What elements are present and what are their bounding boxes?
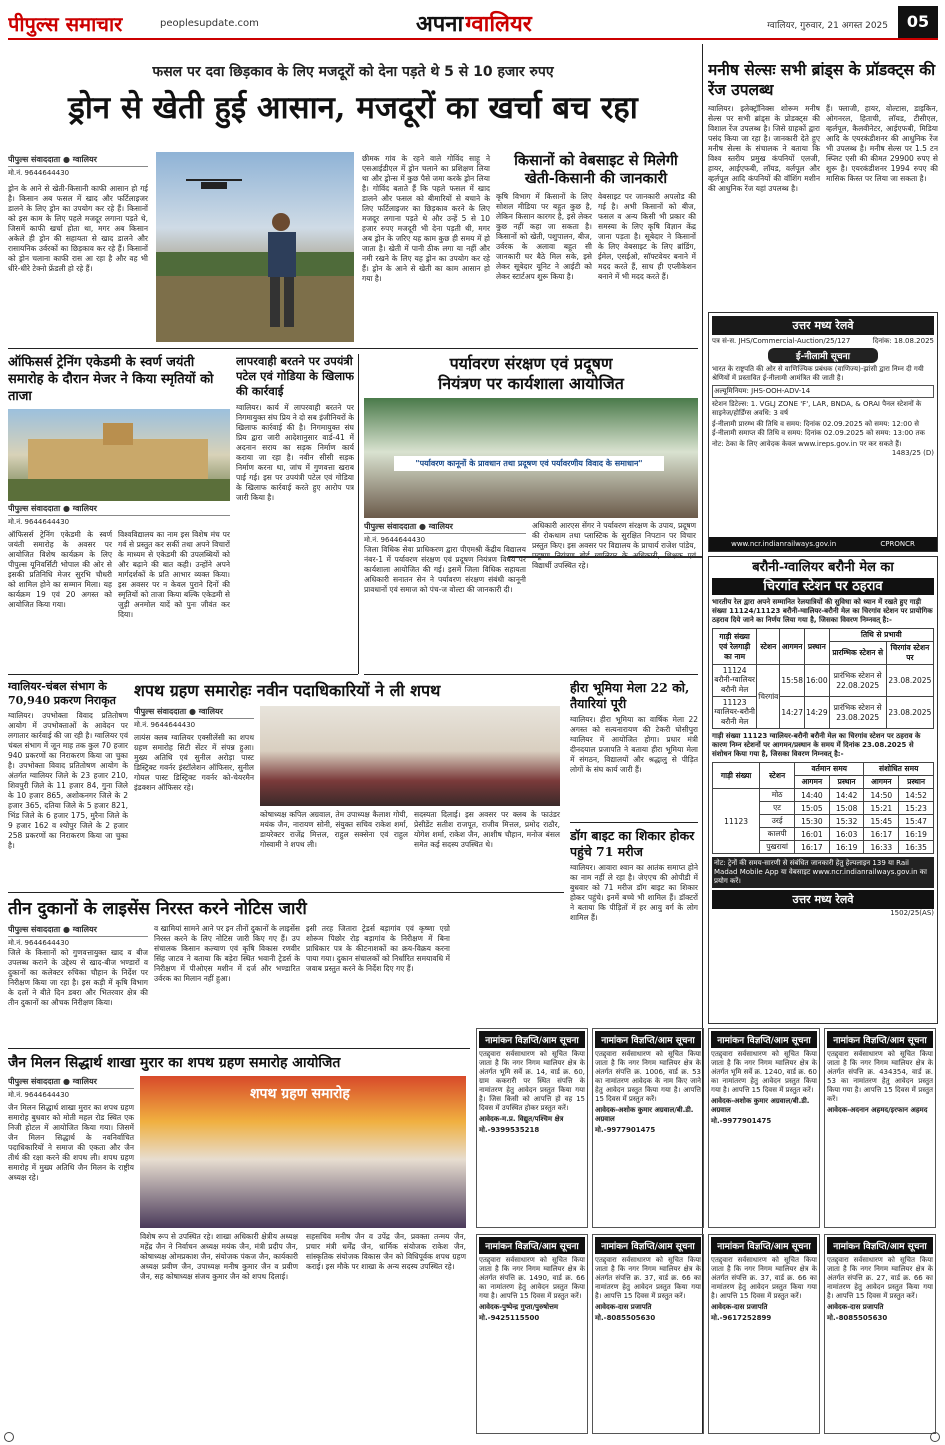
notice-body: एतद्द्वारा सर्वसाधारण को सूचित किया जाता है कि नगर निगम ग्वालियर क्षेत्र के अंतर्गत भूमि सर्वे क्र. 1240, वार्ड क्र. 60 का नामांतरण हेतु आवेदन प्रस्तुत किया गया है। आपत्ति 15 दिवस में प्रस्तुत करें। [711, 1050, 817, 1094]
notice-title: नामांकन विज्ञप्ति/आम सूचना [827, 1031, 933, 1048]
oath-mobile: मो.नं. 9644644430 [134, 721, 196, 729]
manish-text-1: ग्वालियर। इलेक्ट्रॉनिक्स शोरूम मनीष सेल्स पर सभी ब्रांड्स के प्रोडक्ट्स की विशाल रेंज उपलब्ध है। जिसे ग्राहकों द्वारा पसंद किया जा रहा है। जानकारी देते हुए मनीष सेल्स के संचालक ने बताया कि विश्व स्तरीय प्रमुख कंपनियों एलजी, हायर, आईएफबी, लॉयड, वर्लपूल और व्हर्लपूल आदि कंपनियों की वॉशिंग मशीन की आधुनिक रेंज यहां उपलब्ध है। [708, 104, 820, 193]
notice-body: एतद्द्वारा सर्वसाधारण को सूचित किया जाता है कि नगर निगम ग्वालियर क्षेत्र के अंतर्गत संपत्ति क्र. 37, वार्ड क्र. 66 का नामांतरण हेतु आवेदन प्रस्तुत किया गया है। आपत्ति 15 दिवस में प्रस्तुत करें। [595, 1256, 701, 1300]
cell-station: एट [760, 802, 795, 815]
classified-notice [476, 1234, 588, 1434]
drone-icon [186, 180, 242, 189]
env-text-2: अधिकारी आरएस सेंगर ने पर्यावरण संरक्षण के उपाय, प्रदूषण की रोकथाम तथा प्लास्टिक के सुरक्षित निपटान पर विचार प्रस्तुत किए। इस अवसर पर विद्यालय के प्राचार्य राजेश पांडेय, प्रदूषण नियंत्रण बोर्ड ग्वालियर के अधिकारी, शिक्षक एवं विद्यार्थी उपस्थित रहे। [532, 521, 696, 570]
col-current: वर्तमान समय [795, 763, 864, 776]
notice-applicant: आवेदक-म.प्र. विद्युत/पश्चिम क्षेत्र [479, 1115, 564, 1123]
oath-photo [260, 706, 560, 806]
license-text-3: इसी तरह जितारा ट्रेडर्स बड़ागांव एवं कृष्णा एग्रो शोरूम पिछोर रोड़ बड़ागांव के निरीक्षण में बिना प्राधिकार पत्र के कीटनाशकों का क्रय-विक्रय करना पाया गया। दुकान संचालकों को निर्धारित समयावधि में जवाब प्रस्तुत करने के निर्देश दिए गए हैं। [306, 924, 450, 973]
section-title [416, 8, 532, 38]
oath-text-2: कोषाध्यक्ष कपिल अग्रवाल, तेम उपाध्यक्ष कैलाश गोयी, मयंक जैन, नारायण सोनी, संयुक्त सचिव राकेश शर्मा, डायरेक्टर राजेंद्र मित्तल, राहुल सक्सेना एवं राहुल गोस्वामी ने शपथ ली। [260, 810, 408, 849]
cell-station: कालपी [760, 828, 795, 841]
barauni-brand: उत्तर मध्य रेलवे [712, 890, 934, 909]
classified-notice [592, 1234, 704, 1434]
notice-applicant: आवेदक-अशोक कुमार अग्रवाल/बी.डी. अग्रवाल [711, 1097, 810, 1114]
cell: 14:50 [864, 789, 899, 802]
barauni-code: 1502/25(AS) [890, 909, 934, 917]
railway-notice-code: 1483/25 (D) [891, 449, 934, 457]
cell: 16:35 [899, 841, 934, 854]
notice-title: नामांकन विज्ञप्ति/आम सूचना [827, 1237, 933, 1254]
dateline: ग्वालियर, गुरुवार, 21 अगस्त 2025 [767, 21, 888, 31]
cell: 14:52 [899, 789, 934, 802]
classified-notice [824, 1028, 936, 1228]
jain-photo [140, 1076, 466, 1228]
officers-text-1: ऑफिसर्स ट्रेनिंग एकेडमी के स्वर्ण जयंती समारोह के अवसर पर आयोजित विशेष कार्यक्रम के लिए पीपुल्स यूनिवर्सिटी भोपाल की ओर से इसकी प्रतिनिधि मेजर सुरभि चौधरी को शामिल होने का सम्मान मिला। यह कार्यक्रम 19 एवं 20 अगस्त को आयोजित किया गया। [8, 530, 112, 609]
cell-arr: 14:27 [780, 697, 805, 729]
cell: 15:30 [795, 815, 830, 828]
notice-mobile: मो.-8085505630 [827, 1314, 888, 1322]
drone-mobile: मो.नं. 9644644430 [8, 169, 70, 177]
notice-title: नामांकन विज्ञप्ति/आम सूचना [711, 1237, 817, 1254]
farmers-headline-1: किसानों को वेबसाइट से मिलेगी [514, 152, 678, 169]
drone-text-2: छीमक गांव के रहने वाले गोविंद साहू ने एसआईडीएल में ड्रोन चलाने का प्रशिक्षण लिया था और ड्रोन्स में कुछ पैसे जमा करके ड्रोन लिया है। गोविंद बताते हैं कि पहले फसल में खाद डालने और फसल को बीमारियों से बचाने के लिए फर्टिलाइजर का छिड़काव करने के लिए मजदूर लगाना पड़ते थे और उन्हें 5 से 10 हजार रुपए मजदूरी भी देना पड़ती थी, मगर अब ड्रोन के जरिए यह काम कुछ ही समय में हो जाता है। खेती में पानी ठीक लगा या नहीं और नमी रखने के लिए यह ड्रोन का उपयोग कर रहे हैं। ड्रोन के आने से खेती का काम आसान हो गया है। [362, 154, 490, 283]
railway-url[interactable]: www.ncr.indianrailways.gov.in [731, 540, 837, 548]
cell: 15:05 [795, 802, 830, 815]
officers-photo [8, 409, 230, 501]
railway-notice-date: दिनांक: 18.08.2025 [872, 337, 934, 345]
drone-story [8, 44, 698, 344]
dog-bite-story [570, 828, 698, 958]
barauni-headline-2: चिरगांव स्टेशन पर ठहराव [712, 578, 934, 595]
notice-mobile: मो.-9617252899 [711, 1314, 772, 1322]
masthead [8, 6, 938, 40]
cell-from: प्रारंभिक स्टेशन से 23.08.2025 [829, 697, 886, 729]
col-arrival: आगमन [780, 629, 805, 665]
barauni-footer: नोट: ट्रेनों की समय-सारणी से संबंधित जानकारी हेतु हेल्पलाइन 139 या Rail Madad Mobile App या वेबसाइट www.ncr.indianrailways.gov.in का प्रयोग करें। [712, 857, 934, 888]
col-arr: आगमन [864, 776, 899, 789]
officers-headline: ऑफिसर्स ट्रेनिंग एकेडमी के स्वर्ण जयंती समारोह के दौरान मेजर ने किया स्मृतियों को ताजा [8, 355, 214, 404]
notice-body: एतद्द्वारा सर्वसाधारण को सूचित किया जाता है कि नगर निगम ग्वालियर क्षेत्र के अंतर्गत भूमि सर्वे क्र. 14, वार्ड क्र. 60, ग्राम ककरारी पर स्थित संपत्ति के नामांतरण हेतु आवेदन प्रस्तुत किया गया है। जिस किसी को आपत्ति हो वह 15 दिवस में उपस्थित होकर प्रस्तुत करें। [479, 1050, 585, 1112]
notice-body: एतद्द्वारा सर्वसाधारण को सूचित किया जाता है कि नगर निगम ग्वालियर क्षेत्र के अंतर्गत संपत्ति क्र. 27, वार्ड क्र. 66 का नामांतरण हेतु आवेदन प्रस्तुत किया गया है। आपत्ति 15 दिवस में प्रस्तुत करें। [827, 1256, 933, 1300]
notice-mobile: मो.-8085505630 [595, 1314, 656, 1322]
cell-station: मोठ [760, 789, 795, 802]
railway-notice-end: ई-नीलामी समाप्त की तिथि व समय: दिनांक 02.09.2025 को समय: 13:00 तक [712, 429, 925, 437]
oath-story [134, 680, 564, 888]
barauni-intro: भारतीय रेल द्वारा अपने सम्मानित रेलयात्रियों की सुविधा को ध्यान में रखते हुए गाड़ी संख्या 11124/11123 बरौनी-ग्वालियर-बरौनी मेल का चिरगांव स्टेशन पर प्रायोगिक ठहराव दिये जाने का निर्णय लिया गया है, जिसका विवरण निम्नवत् है:- [712, 598, 933, 624]
farmers-text-1: कृषि विभाग में किसानों के लिए सोशल मीडिया पर बहुत कुछ है, लेकिन किसान कारगर है, इसे लेकर कुछ नहीं कहा जा सकता है। किसानों को खेती, पशुपालन, बीज, उर्वरक के अलावा बहुत सी जानकारी घर बैठे मिल सके, इसे लेकर सूबेदार यूनिट ने आईटी को लेकर स्टार्टअप शुरू किया है। [496, 192, 592, 281]
drone-text-1: ड्रोन के आने से खेती-किसानी काफी आसान हो गई है। किसान अब फसल में खाद और फर्टिलाइजर डालने के लिए ड्रोन का उपयोग कर रहे हैं। किसानों को इस काम के लिए पहले मजदूर लगाना पड़ते थे, जिसमें काफी खर्चा होता था, मगर अब किसान अकेले ही ड्रोन की सहायता से खाद डालने और रासायनिक उर्वरकों का छिड़काव कर रहे हैं। किसानों को ड्रोन चलाना काफी रास आ रहा है और वह भी धीरे-धीरे टेक्नो फ्रेंडली हो रहे हैं। [8, 184, 148, 273]
farmers-story [496, 152, 696, 282]
license-story [8, 898, 450, 1044]
env-story [364, 354, 698, 666]
notice-title: नामांकन विज्ञप्ति/आम सूचना [479, 1237, 585, 1254]
cell: 15:45 [864, 815, 899, 828]
col-train: गाड़ी संख्या एवं रेलगाड़ी का नाम [713, 629, 757, 665]
farmers-headline-2: खेती-किसानी की जानकारी [524, 170, 668, 187]
railway-notice-auction-id: अल्यूमिनियम: JHS-OOH-ADV-14 [712, 385, 934, 398]
col-from-origin: प्रारम्भिक स्टेशन से [829, 642, 886, 665]
negligence-headline: लापरवाही बरतने पर उपयंत्री पटेल एवं गोडिया के खिलाफ की कार्रवाई [236, 354, 354, 398]
cell-at: 23.08.2025 [886, 665, 933, 697]
consumer-story [8, 680, 128, 886]
railway-notice-text: भारत के राष्ट्रपति की ओर से वाणिज्यिक प्रबंधक (वाणिज्य)-झांसी द्वारा निम्न दी गयी श्रेणियों में प्रस्तावित ई-नीलामी आमंत्रित की जाती है। [712, 365, 924, 382]
cell-train: 11123 ग्वालियर-बरौनी बरौनी मेल [713, 697, 757, 729]
notice-mobile: मो.-9399535218 [479, 1126, 540, 1134]
jain-banner: शपथ ग्रहण समारोह [250, 1086, 350, 1102]
classified-notice [592, 1028, 704, 1228]
manish-text-2: हैं। फ्लाजी, हायर, वोल्टास, डाइकिन, ओगनरल, हिताची, लॉयड, टीसीएल, व्हर्लपूल, कैलवीनेटर, आईएफबी, मिडिया आदि के एयरकंडीशनर की आधुनिक रेंज भी उपलब्ध है। मनीष सेल्स पर 1.5 टन स्प्लिट एसी की कीमत 29900 रुपए से शुरू है। एयरकंडीशनर 1994 रुपए की मासिक किस्त पर लिया जा सकता है। [826, 104, 938, 183]
negligence-text: ग्वालियर। कार्य में लापरवाही बरतने पर निगमायुक्त संघ प्रिय ने दो सब इंजीनियरों के खिलाफ कार्रवाई की है। निगमायुक्त संघ प्रिय द्वारा जारी आदेशानुसार वार्ड-41 में अदनान सराय का सड़क निर्माण कार्य कराया जा रहा है। नवीन सीसी सड़क निर्माण करना था, जांच में गुणवत्ता खराब पाई गई। इस पर उपयंत्री पटेल एवं गोडिया के खिलाफ कार्रवाई करते हुए आरोप पत्र जारी किया है। [236, 403, 354, 502]
drone-photo [156, 152, 354, 342]
license-headline: तीन दुकानों के लाइसेंस निरस्त करने नोटिस जारी [8, 899, 307, 919]
notice-title: नामांकन विज्ञप्ति/आम सूचना [711, 1031, 817, 1048]
cell: 16:03 [829, 828, 864, 841]
oath-text-1: लायंस क्लब ग्वालियर एक्सीलेंसी का शपथ ग्रहण समारोह सिटी सेंटर में संपन्न हुआ। मुख्य अतिथि एवं सुनील अरोड़ा पास्ट डिस्ट्रिक्ट गवर्नर इंस्टॉलेशन ऑफिसर, सुनील गोयल पास्ट डिस्ट्रिक्ट गवर्नर को-चेयरमैन इंडक्शन ऑफिसर रहे। [134, 733, 254, 792]
col-arr: आगमन [795, 776, 830, 789]
notice-body: एतद्द्वारा सर्वसाधारण को सूचित किया जाता है कि नगर निगम ग्वालियर क्षेत्र के अंतर्गत संपत्ति क्र. 1490, वार्ड क्र. 66 का नामांतरण हेतु आवेदन प्रस्तुत किया गया है। आपत्ति 15 दिवस में प्रस्तुत करें। [479, 1256, 585, 1300]
env-mobile: मो.नं. 9644644430 [364, 536, 426, 544]
col-dep: प्रस्थान [899, 776, 934, 789]
officers-story [8, 354, 230, 666]
notice-body: एतद्द्वारा सर्वसाधारण को सूचित किया जाता है कि नगर निगम ग्वालियर क्षेत्र के अंतर्गत संपत्ति क्र. 434354, वार्ड क्र. 53 का नामांतरण हेतु आवेदन प्रस्तुत किया गया है। आपत्ति 15 दिवस में प्रस्तुत करें। [827, 1050, 933, 1103]
consumer-text: ग्वालियर। उपभोक्ता विवाद प्रतितोषण आयोग में उपभोक्ताओं के आवेदन पर लगातार कार्रवाई की जा रही है। ग्वालियर एवं चंबल संभाग में जून माह तक कुल 70 हजार 940 प्रकरणों का निराकरण किया जा चुका है। उपभोक्ता विवाद प्रतितोषण आयोग के अंतर्गत ग्वालियर जिले के 23 हजार 210, शिवपुरी जिले के 11 हजार 84, गुना जिले के 10 हजार 865, अशोकनगर जिले के 2 हजार 365, दतिया जिले के 5 हजार 821, भिंड जिले के 6 हजार 175, मुरैना जिले के 9 हजार 162 व श्योपुर जिले के 2 हजार 258 प्रकरणों का निराकरण किया जा चुका है। [8, 711, 128, 850]
drone-byline: पीपुल्स संवाददाता ● ग्वालियर [8, 154, 148, 167]
registration-mark [930, 1432, 940, 1442]
oath-headline: शपथ ग्रहण समारोहः नवीन पदाधिकारियों ने ली शपथ [134, 681, 441, 700]
cell-station: उरई [760, 815, 795, 828]
notice-applicant: आवेदक-पुष्पेन्द्र गुप्ता/पुरुषोत्तम [479, 1303, 559, 1311]
notice-title: नामांकन विज्ञप्ति/आम सूचना [479, 1031, 585, 1048]
oath-text-3: सदस्यता दिलाई। इस अवसर पर क्लब के फाउंडर प्रेसीडेंट सतीश राजपूत, राजीव मित्तल, प्रमोद राठौर, योगेश शर्मा, राकेश जैन, आशीष चौहान, मनोज बंसल समेत कई सदस्य उपस्थित थे। [414, 810, 560, 849]
cell-train-no: 11123 [713, 789, 760, 854]
notice-body: एतद्द्वारा सर्वसाधारण को सूचित किया जाता है कि नगर निगम ग्वालियर क्षेत्र के अंतर्गत संपत्ति क्र. 1006, वार्ड क्र. 53 का नामांतरण आवेदक के नाम किए जाने हेतु आवेदन प्रस्तुत किया गया है। आपत्ति 15 दिवस में प्रस्तुत करें। [595, 1050, 701, 1103]
manish-headline: मनीष सेल्सः सभी ब्रांड्स के प्रॉडक्ट्स की रेंज उपलब्ध [708, 60, 936, 99]
drone-kicker: फसल पर दवा छिड़काव के लिए मजदूरों को देना पड़ते थे 5 से 10 हजार रुपए [152, 64, 554, 80]
env-headline-1: पर्यावरण संरक्षण एवं प्रदूषण [449, 354, 613, 373]
col-station: स्टेशन [760, 763, 795, 789]
jain-byline: पीपुल्स संवाददाता ● ग्वालियर [8, 1076, 134, 1089]
env-headline-2: नियंत्रण पर कार्यशाला आयोजित [438, 374, 624, 393]
classified-notice [476, 1028, 588, 1228]
license-mobile: मो.नं. 9644644430 [8, 939, 70, 947]
notice-mobile: मो.-9425115500 [479, 1314, 540, 1322]
col-train-no: गाड़ी संख्या [713, 763, 760, 789]
notice-applicant: आवेदक-अदनान अहमद/इरफान अहमद [827, 1106, 928, 1114]
cell: 16:19 [829, 841, 864, 854]
page-number: 05 [898, 6, 938, 38]
col-station: स्टेशन [757, 629, 780, 665]
drone-headline: ड्रोन से खेती हुई आसान, मजदूरों का खर्चा बच रहा [68, 90, 638, 126]
railway-eauction-notice [708, 312, 938, 552]
drone-farmer-illustration [156, 152, 354, 342]
officers-byline: पीपुल्स संवाददाता ● ग्वालियर [8, 503, 230, 516]
cell: 15:23 [899, 802, 934, 815]
notice-mobile: मो.-9977901475 [595, 1126, 656, 1134]
cell: 16:01 [795, 828, 830, 841]
manish-story [708, 60, 938, 310]
col-effective: तिथि से प्रभावी [829, 629, 933, 642]
cell: 16:17 [795, 841, 830, 854]
license-byline: पीपुल्स संवाददाता ● ग्वालियर [8, 924, 148, 937]
cell: 16:33 [864, 841, 899, 854]
license-text-2: व खामियां सामने आने पर इन तीनों दुकानों के लाइसेंस निरस्त करने के लिए नोटिस जारी किए गए हैं। उप संचालक किसान कल्याण एवं कृषि विकास रणवीर सिंह जाटव ने बताया कि बड़ेरा स्थित भवानी ट्रेडर्स के निरीक्षण में पीओएस मशीन में दर्ज और भण्डारित उर्वरक का मिलान नहीं हुआ। [154, 924, 300, 983]
cell: 16:19 [899, 828, 934, 841]
col-departure: प्रस्थान [804, 629, 829, 665]
website-link[interactable]: peoplesupdate.com [160, 18, 259, 29]
col-at-chirgaon: चिरगांव स्टेशन पर [886, 642, 933, 665]
table-row [713, 789, 934, 802]
cell-station: पुखरायां [760, 841, 795, 854]
cell-dep: 16:00 [804, 665, 829, 697]
barauni-table-1 [712, 628, 934, 729]
railway-notice-subtitle: ई-नीलामी सूचना [768, 348, 878, 363]
cell: 15:32 [829, 815, 864, 828]
col-dep: प्रस्थान [829, 776, 864, 789]
cell-from: प्रारंभिक स्टेशन से 22.08.2025 [829, 665, 886, 697]
notice-body: एतद्द्वारा सर्वसाधारण को सूचित किया जाता है कि नगर निगम ग्वालियर क्षेत्र के अंतर्गत संपत्ति क्र. 37, वार्ड क्र. 66 का नामांतरण हेतु आवेदन प्रस्तुत किया गया है। आपत्ति 15 दिवस में प्रस्तुत करें। [711, 1256, 817, 1300]
mela-headline: हीरा भूमिया मेला 22 को, तैयारियां पूरी [570, 680, 690, 711]
drone-col1 [8, 154, 148, 274]
notice-applicant: आवेदक-दास प्रजापति [711, 1303, 768, 1311]
notice-mobile: मो.-9977901475 [711, 1117, 772, 1125]
cell: 16:17 [864, 828, 899, 841]
railway-notice-title: उत्तर मध्य रेलवे [712, 316, 934, 335]
section-city: ग्वालियर [465, 11, 532, 37]
brand-logo: पीपुल्स समाचार [8, 12, 123, 36]
env-photo [364, 398, 698, 518]
barauni-headline-1: बरौनी-ग्वालियर बरौनी मेल का [752, 560, 894, 575]
academy-building-illustration [8, 409, 230, 501]
notice-title: नामांकन विज्ञप्ति/आम सूचना [595, 1031, 701, 1048]
cell-at: 23.08.2025 [886, 697, 933, 729]
officers-text-2: विश्वविद्यालय का नाम इस विशेष मंच पर गर्व से प्रस्तुत कर सकीं तथा अपने विचारों के माध्यम से एकेडमी की उपलब्धियों को और बढ़ाने की बात कही। उन्होंने अपने मार्गदर्शकों के प्रति आभार व्यक्त किया। इस अवसर पर न केवल पुराने दिनों की स्मृतियों को ताजा किया बल्कि एकेडमी से जुड़ी अनमोल यादें को पुनः जीवंत कर दिया। [118, 530, 230, 619]
classified-notice [708, 1028, 820, 1228]
jain-text-1: जैन मिलन सिद्धार्थ शाखा मुरार का शपथ ग्रहण समारोह बुधवार को मोती महल रोड स्थित एक निजी होटल में आयोजित किया गया। जिसमें जैन मिलन सिद्धार्थ के नवनिर्वाचित पदाधिकारियों ने समाज की एकता और जैन तीर्थ की रक्षा करने की शपथ ली। शपथ ग्रहण समारोह में मुख्य अतिथि जैन मिलन के राष्ट्रीय अध्यक्ष रहे। [8, 1103, 134, 1182]
cell-dep: 14:29 [804, 697, 829, 729]
consumer-headline: ग्वालियर-चंबल संभाग के 70,940 प्रकरण निराकृत [8, 680, 116, 707]
jain-mobile: मो.नं. 9644644430 [8, 1091, 70, 1099]
notice-applicant: आवेदक-दास प्रजापति [595, 1303, 652, 1311]
jain-text-3: सहसचिव मनीष जैन व उपेंद्र जैन, प्रवक्ता तन्मय जैन, प्रचार मंत्री धर्मेंद्र जैन, धार्मिक संयोजक राकेश जैन, सांस्कृतिक संयोजक विकास जैन को विधिपूर्वक शपथ ग्रहण कराई। इस मौके पर शाखा के अन्य सदस्य उपस्थित रहे। [306, 1232, 466, 1271]
cell: 15:47 [899, 815, 934, 828]
officers-mobile: मो.नं. 9644644430 [8, 518, 70, 526]
railway-notice-lot: स्टेशन डिटेल्स: 1. VGLJ ZONE 'F', LAR, BNDA, & ORAI पैनल स्टेशनों के साइनेज/होर्डिंग्स अवधि: 3 वर्ष [712, 400, 922, 417]
notice-applicant: आवेदक-अशोक कुमार अग्रवाल/बी.डी. अग्रवाल [595, 1106, 694, 1123]
dog-text: ग्वालियर। आवारा श्वान का आतंक समाप्त होने का नाम नहीं ले रहा है। जेएएच की ओपीडी में बुधवार को 71 मरीज डॉग बाइट का शिकार होकर पहुंचे। इनमें बच्चे भी शामिल हैं। डॉक्टरों ने बताया कि पीड़ितों में हर आयु वर्ग के लोग शामिल हैं। [570, 863, 698, 922]
farmers-text-2: वेबसाइट पर जानकारी अपलोड की गई है। अभी किसानों को बीज, फसल व अन्य किसी भी प्रकार की समस्या के लिए कृषि विज्ञान केंद्र जाना पड़ता है। सूबेदार ने किसानों के लिए वेबसाइट के लिए ब्रांडिंग, ईमेल, एसईओ, सॉफ्टवेयर बनाने में मदद करते हैं, साथ ही एप्लीकेशन बनाने में भी मदद करते हैं। [598, 192, 696, 281]
jain-story [8, 1054, 470, 1438]
table-row [713, 665, 934, 697]
cell: 15:21 [864, 802, 899, 815]
oath-byline: पीपुल्स संवाददाता ● ग्वालियर [134, 706, 254, 719]
cell-station: चिरगांव [757, 665, 780, 729]
env-text-1: जिला विधिक सेवा प्राधिकरण द्वारा पीएमश्री केंद्रीय विद्यालय नंबर-1 में पर्यावरण संरक्षण एवं प्रदूषण नियंत्रण विषय पर कार्यशाला आयोजित की गई। इसमें जिला विधिक सहायता अधिकारी सनातन सेन ने पर्यावरण संरक्षण संबंधी कानूनी प्रावधानों एवं समाज को पंच-ज वोल्टा की जानकारी दी। [364, 545, 526, 594]
jain-headline: जैन मिलन सिद्धार्थ शाखा मुरार का शपथ ग्रहण समारोह आयोजित [8, 1055, 341, 1071]
notices-grid [476, 1028, 938, 1438]
env-byline: पीपुल्स संवाददाता ● ग्वालियर [364, 521, 526, 534]
cell-train: 11124 बरौनी-ग्वालियर बरौनी मेल [713, 665, 757, 697]
license-text-1: जिले के किसानों को गुणवत्तायुक्त खाद व बीज उपलब्ध कराने के उद्देश्य से खाद-बीज भण्डारों व दुकानों का कलेक्टर रुचिका चौहान के निर्देश पर निरीक्षण किया जा रहा है। इस कड़ी में कृषि विभाग के दलों ने बीते दिन डबरा और भितरवार क्षेत्र की तीन दुकानों का औचक निरीक्षण किया। [8, 948, 148, 1007]
dog-headline: डॉग बाइट का शिकार होकर पहुंचे 71 मरीज [570, 828, 695, 859]
classified-notice [824, 1234, 936, 1434]
env-banner: "पर्यावरण कानूनों के प्रावधान तथा प्रदूषण एवं पर्यावरणीय विवाद के समाधान" [394, 456, 664, 471]
notice-applicant: आवेदक-दास प्रजापति [827, 1303, 884, 1311]
mela-story [570, 680, 698, 820]
cell: 14:40 [795, 789, 830, 802]
table-row [713, 697, 934, 729]
cell-arr: 15:58 [780, 665, 805, 697]
railway-notice-web: नोट: ठेका के लिए आवेदक केवल www.ireps.gov.in पर कर सकते हैं। [712, 440, 902, 448]
barauni-mail-notice [708, 556, 938, 1024]
notice-title: नामांकन विज्ञप्ति/आम सूचना [595, 1237, 701, 1254]
section-prefix: अपना [416, 11, 464, 37]
cell: 15:08 [829, 802, 864, 815]
barauni-note: गाड़ी संख्या 11123 ग्वालियर-बरौनी बरौनी मेल का चिरगांव स्टेशन पर ठहराव के कारण निम्न स्टेशनों पर आगमन/प्रस्थान के समय में दिनांक 23.08.2025 से संशोधन किया गया है, जिसका विवरण निम्नवत् है:- [712, 732, 921, 758]
railway-handle[interactable]: CPRONCR [880, 540, 915, 548]
jain-text-2: विशेष रूप से उपस्थित रहे। शाखा अधिकारी क्षेत्रीय अध्यक्ष महेंद्र जैन ने निर्वाचन अध्यक्ष मयंक जैन, मंत्री प्रदीप जैन, कोषाध्यक्ष ओमप्रकाश जैन, संयोजक पंकज जैन, कार्यकारी अध्यक्ष प्रवीण जैन, उपाध्यक्ष मनीष कुमार जैन व प्रवीण जैन, सह कोषाध्यक्ष संजय कुमार जैन को शपथ दिलाई। [140, 1232, 298, 1281]
mela-text: ग्वालियर। हीरा भूमिया का वार्षिक मेला 22 अगस्त को सत्यनारायण की टेकरी घोसीपुरा ग्वालियर में आयोजित होगा। प्रधार मंत्री दीनदयाल प्रजापति ने बताया हीरा भूमिया मेला में संगठन, विद्यालयों और श्रद्धालु से पीड़ित लोगों के संघ कार्य जारी हैं। [570, 715, 698, 774]
railway-notice-ref: पत्र सं-स. JHS/Commercial-Auction/25/127 [712, 337, 851, 345]
classified-notice [708, 1234, 820, 1434]
cell: 14:42 [829, 789, 864, 802]
barauni-table-2 [712, 762, 934, 854]
name-change-notice [508, 556, 702, 558]
railway-notice-start: ई-नीलामी प्रारम्भ की तिथि व समय: दिनांक 02.09.2025 को समय: 12:00 से [712, 420, 919, 428]
col-revised: संशोधित समय [864, 763, 934, 776]
negligence-story [236, 354, 354, 666]
registration-mark [4, 1432, 14, 1442]
